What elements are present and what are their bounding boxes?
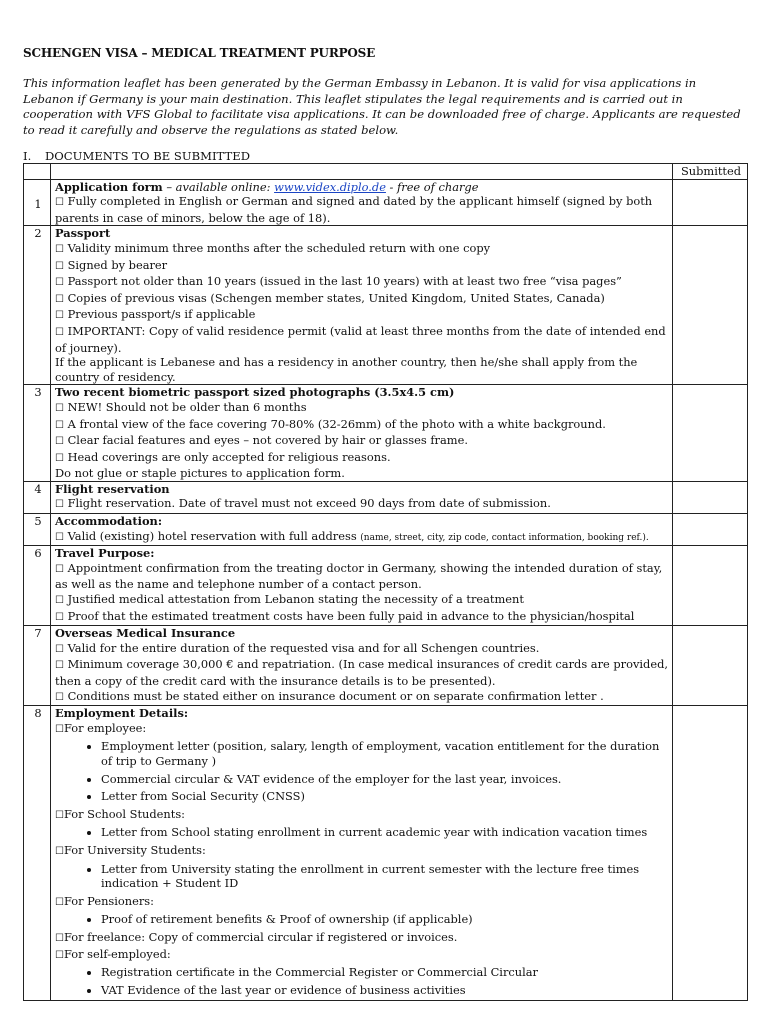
row-content (51, 706, 673, 1001)
header-num-cell (24, 164, 51, 180)
bullet-item: • Commercial circular & VAT evidence of the employer for the last year, invoices. (101, 772, 670, 787)
bullet-list (55, 862, 670, 891)
checkbox-icon[interactable]: ☐ (55, 452, 64, 464)
item-text: Fully completed in English or German and signed and dated by the applicant himself (signed by both parents in case of minors, below the age of 18). (55, 194, 653, 225)
checkbox-icon[interactable]: ☐ (55, 896, 64, 908)
bullet-list (55, 912, 670, 927)
row-title: Two recent biometric passport sized photographs (3.5x4.5 cm) (55, 385, 455, 400)
row-number: 7 (24, 626, 51, 706)
checkbox-icon[interactable]: ☐ (55, 643, 64, 655)
checklist-item (55, 433, 670, 450)
table-row (24, 514, 748, 546)
table-row (24, 226, 748, 385)
item-text: A frontal view of the face covering 70-80% (32-26mm) of the photo with a white background. (67, 416, 606, 431)
table-row (24, 179, 748, 226)
documents-table (23, 163, 748, 1001)
checklist-item (55, 529, 670, 546)
row-title: Employment Details: (55, 706, 189, 721)
checkbox-icon[interactable]: ☐ (55, 723, 64, 735)
item-small-note: (name, street, city, zip code, contact information, booking ref.). (360, 532, 649, 543)
checklist-item (55, 417, 670, 434)
bullet-item: • Employment letter (position, salary, length of employment, vacation entitlement for the duration of trip to Germany ) (101, 739, 670, 768)
group-label: For University Students: (63, 842, 206, 857)
item-text: Justified medical attestation from Lebanon stating the necessity of a treatment (67, 592, 524, 607)
videx-link[interactable]: www.videx.diplo.de (274, 179, 386, 194)
row-title: Overseas Medical Insurance (55, 626, 236, 641)
row-number: 4 (24, 481, 51, 513)
group-label: For self-employed: (63, 946, 171, 961)
checklist-item (55, 450, 670, 467)
table-row (24, 706, 748, 1001)
bullet-list (55, 739, 670, 803)
bullet-item: • Letter from Social Security (CNSS) (101, 789, 670, 804)
item-text: Appointment confirmation from the treating doctor in Germany, showing the intended duration of stay, as well as the name and telephone number of a contact person. (55, 560, 663, 592)
submitted-cell[interactable] (673, 481, 748, 513)
row-number: 3 (24, 385, 51, 482)
row-content (51, 514, 673, 546)
row-header (55, 180, 670, 195)
submitted-cell[interactable] (673, 179, 748, 226)
table-row (24, 481, 748, 513)
bullet-item: • Letter from University stating the enrollment in current semester with the lecture free times indication + Student ID (101, 862, 670, 891)
submitted-cell[interactable] (673, 706, 748, 1001)
checkbox-icon[interactable]: ☐ (55, 310, 64, 322)
bullet-list (55, 825, 670, 840)
checklist-item (55, 609, 670, 626)
item-text: Valid (existing) hotel reservation with full address (67, 528, 361, 543)
row-number: 6 (24, 546, 51, 626)
row-title: Travel Purpose: (55, 546, 155, 561)
row-title: Accommodation: (55, 514, 163, 529)
checklist-item (55, 194, 670, 225)
employment-group (55, 894, 670, 911)
employment-group (55, 930, 670, 947)
section-number: I. (23, 149, 32, 163)
row-content (51, 226, 673, 385)
row-number: 8 (24, 706, 51, 1001)
checkbox-icon[interactable]: ☐ (55, 293, 64, 305)
checklist-item (55, 241, 670, 258)
checkbox-icon[interactable]: ☐ (55, 691, 64, 703)
item-text: Signed by bearer (67, 257, 168, 272)
submitted-cell[interactable] (673, 385, 748, 482)
item-text: NEW! Should not be older than 6 months (67, 399, 307, 414)
header-desc-cell (51, 164, 673, 180)
submitted-cell[interactable] (673, 514, 748, 546)
item-text: Clear facial features and eyes – not covered by hair or glasses frame. (67, 433, 468, 448)
checkbox-icon[interactable]: ☐ (55, 845, 64, 857)
section-title: DOCUMENTS TO BE SUBMITTED (45, 149, 250, 163)
checkbox-icon[interactable]: ☐ (55, 595, 64, 607)
checklist-item (55, 400, 670, 417)
checklist-item (55, 258, 670, 275)
bullet-item: • Proof of retirement benefits & Proof of ownership (if applicable) (101, 912, 670, 927)
employment-group (55, 721, 670, 738)
submitted-cell[interactable] (673, 546, 748, 626)
bullet-item: • Letter from School stating enrollment in current academic year with indication vacation times (101, 825, 670, 840)
row-number: 2 (24, 226, 51, 385)
checkbox-icon[interactable]: ☐ (55, 277, 64, 289)
table-row (24, 546, 748, 626)
row-title: Passport (55, 226, 111, 241)
group-label: For employee: (63, 720, 147, 735)
intro-paragraph: This information leaflet has been generated by the German Embassy in Lebanon. It is valid for visa applications in Lebanon if Germany is your main destination. This leaflet stipulates the legal requirements and is carried out in cooperation with VFS Global to facilitate visa applications. It can be downloaded free of charge. Applicants are requested to read it carefully and observe the regulations as stated below. (23, 76, 741, 137)
checklist-item (55, 592, 670, 609)
item-text: Conditions must be stated either on insurance document or on separate confirmation letter . (67, 688, 604, 703)
checkbox-icon[interactable]: ☐ (55, 402, 64, 414)
item-text: Minimum coverage 30,000 € and repatriation. (In case medical insurances of credit cards are provided, then a copy of the credit card with the insurance details is to be presented). (55, 657, 668, 688)
table-row (24, 626, 748, 706)
checkbox-icon[interactable]: ☐ (55, 932, 64, 944)
checkbox-icon[interactable]: ☐ (55, 660, 64, 672)
item-text: Flight reservation. Date of travel must not exceed 90 days from date of submission. (67, 496, 551, 511)
row-content (51, 626, 673, 706)
checklist-item (55, 561, 670, 592)
bullet-item: • VAT Evidence of the last year or evidence of business activities (101, 983, 670, 998)
row-number: 1 (24, 179, 51, 226)
item-text: Valid for the entire duration of the requested visa and for all Schengen countries. (67, 640, 540, 655)
group-label: For freelance: Copy of commercial circular if registered or invoices. (63, 929, 458, 944)
checkbox-icon[interactable]: ☐ (55, 197, 64, 209)
checklist-item (55, 291, 670, 308)
group-label: For School Students: (63, 806, 186, 821)
item-text: Passport not older than 10 years (issued in the last 10 years) with at least two free “visa pages” (67, 274, 622, 289)
checklist-item (55, 689, 670, 706)
row-note: If the applicant is Lebanese and has a residency in another country, then he/she shall apply from the country of residency. (55, 355, 638, 384)
checkbox-icon[interactable]: ☐ (55, 611, 64, 623)
row-title: Flight reservation (55, 481, 170, 496)
submitted-cell[interactable] (673, 226, 748, 385)
checkbox-icon[interactable]: ☐ (55, 531, 64, 543)
checklist-item (55, 324, 670, 355)
row-content (51, 546, 673, 626)
checklist-item (55, 307, 670, 324)
item-text: Copies of previous visas (Schengen member states, United Kingdom, United States, Canada) (67, 290, 605, 305)
employment-group (55, 947, 670, 964)
group-label: For Pensioners: (63, 893, 154, 908)
item-text: Head coverings are only accepted for religious reasons. (67, 449, 391, 464)
item-text: Proof that the estimated treatment costs have been fully paid in advance to the physician/hospital (67, 608, 635, 623)
checklist-item (55, 274, 670, 291)
bullet-list (55, 965, 670, 997)
checkbox-icon[interactable]: ☐ (55, 419, 64, 431)
checkbox-icon[interactable]: ☐ (55, 326, 64, 338)
checklist-item (55, 657, 670, 688)
row-content (51, 385, 673, 482)
item-text: IMPORTANT: Copy of valid residence permit (valid at least three months from the date of intended end of journey). (55, 323, 666, 355)
free-of-charge-text: - free of charge (385, 179, 479, 194)
item-text: Validity minimum three months after the scheduled return with one copy (67, 240, 491, 255)
checkbox-icon[interactable]: ☐ (55, 563, 64, 575)
checkbox-icon[interactable]: ☐ (55, 260, 64, 272)
employment-group (55, 807, 670, 824)
section-heading (23, 149, 250, 164)
checkbox-icon[interactable]: ☐ (55, 243, 64, 255)
available-online-text: – available online: (162, 179, 275, 194)
row-note: Do not glue or staple pictures to application form. (55, 466, 345, 481)
item-text: Previous passport/s if applicable (67, 307, 256, 322)
checkbox-icon[interactable]: ☐ (55, 499, 64, 511)
table-row (24, 385, 748, 482)
row-number: 5 (24, 514, 51, 546)
table-header-row (24, 164, 748, 180)
checkbox-icon[interactable]: ☐ (55, 436, 64, 448)
checkbox-icon[interactable]: ☐ (55, 949, 64, 961)
employment-group (55, 843, 670, 860)
document-title: SCHENGEN VISA – MEDICAL TREATMENT PURPOSE (23, 46, 376, 60)
checklist-item (55, 641, 670, 658)
checklist-item (55, 496, 670, 513)
submitted-header: Submitted (673, 164, 748, 180)
submitted-cell[interactable] (673, 626, 748, 706)
row-content (51, 481, 673, 513)
row-content (51, 179, 673, 226)
bullet-item: • Registration certificate in the Commercial Register or Commercial Circular (101, 965, 670, 980)
checkbox-icon[interactable]: ☐ (55, 809, 64, 821)
row-title: Application form (55, 179, 163, 194)
